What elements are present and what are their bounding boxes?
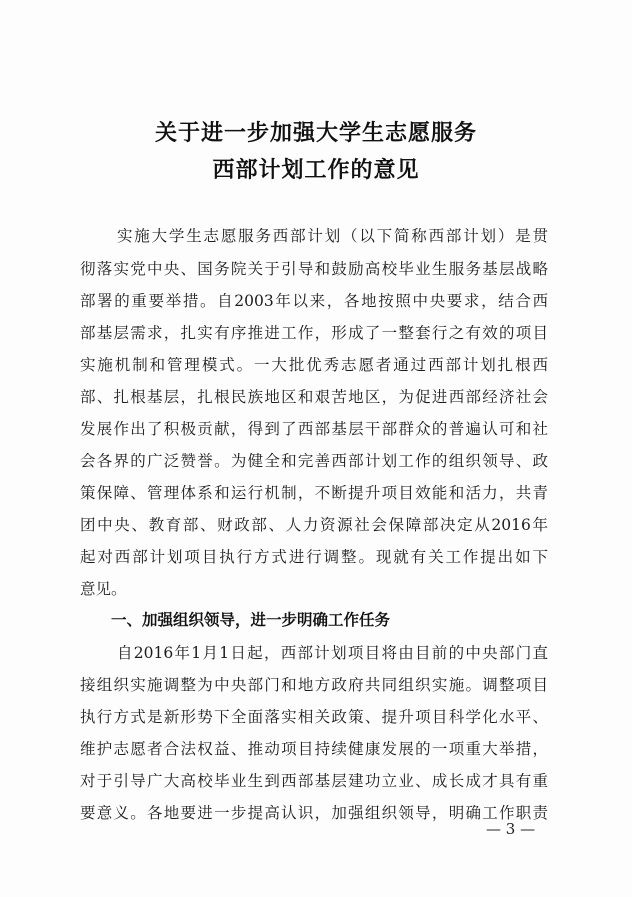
document-title-line-1: 关于进一步加强大学生志愿服务 — [154, 120, 477, 146]
paragraph-line: 部署的重要举措。自2003年以来，各地按照中央要求，结合西 — [80, 292, 548, 310]
paragraph-line: 意见。 — [80, 580, 127, 598]
paragraph-line: 执行方式是新形势下全面落实相关政策、提升项目科学化水平、 — [80, 708, 548, 726]
paragraph-line: 部基层需求，扎实有序推进工作，形成了一整套行之有效的项目 — [80, 324, 548, 342]
section-heading: 一、加强组织领导，进一步明确工作任务 — [111, 611, 391, 629]
paragraph-line: 彻落实党中央、国务院关于引导和鼓励高校毕业生服务基层战略 — [80, 260, 548, 278]
paragraph-line: 实施机制和管理模式。一大批优秀志愿者通过西部计划扎根西 — [80, 356, 548, 374]
page-number: — 3 — — [486, 820, 536, 838]
paragraph-line: 实施大学生志愿服务西部计划（以下简称西部计划）是贯 — [117, 227, 548, 245]
paragraph-line: 接组织实施调整为中央部门和地方政府共同组织实施。调整项目 — [80, 676, 548, 694]
paragraph-line: 起对西部计划项目执行方式进行调整。现就有关工作提出如下 — [80, 548, 548, 566]
document-title-line-2: 西部计划工作的意见 — [212, 157, 420, 183]
paragraph-line: 要意义。各地要进一步提高认识，加强组织领导，明确工作职责 — [80, 804, 548, 822]
paragraph-line: 策保障、管理体系和运行机制，不断提升项目效能和活力，共青 — [80, 484, 548, 502]
paragraph-line: 发展作出了积极贡献，得到了西部基层干部群众的普遍认可和社 — [80, 420, 548, 438]
paragraph-line: 对于引导广大高校毕业生到西部基层建功立业、成长成才具有重 — [80, 772, 548, 790]
paragraph-line: 部、扎根基层，扎根民族地区和艰苦地区，为促进西部经济社会 — [80, 388, 548, 406]
paragraph-line: 维护志愿者合法权益、推动项目持续健康发展的一项重大举措， — [80, 740, 548, 758]
paragraph-line: 会各界的广泛赞誉。为健全和完善西部计划工作的组织领导、政 — [80, 452, 548, 470]
paragraph-line: 自2016年1月1日起，西部计划项目将由目前的中央部门直 — [117, 644, 548, 662]
paragraph-line: 团中央、教育部、财政部、人力资源社会保障部决定从2016年 — [80, 516, 548, 534]
